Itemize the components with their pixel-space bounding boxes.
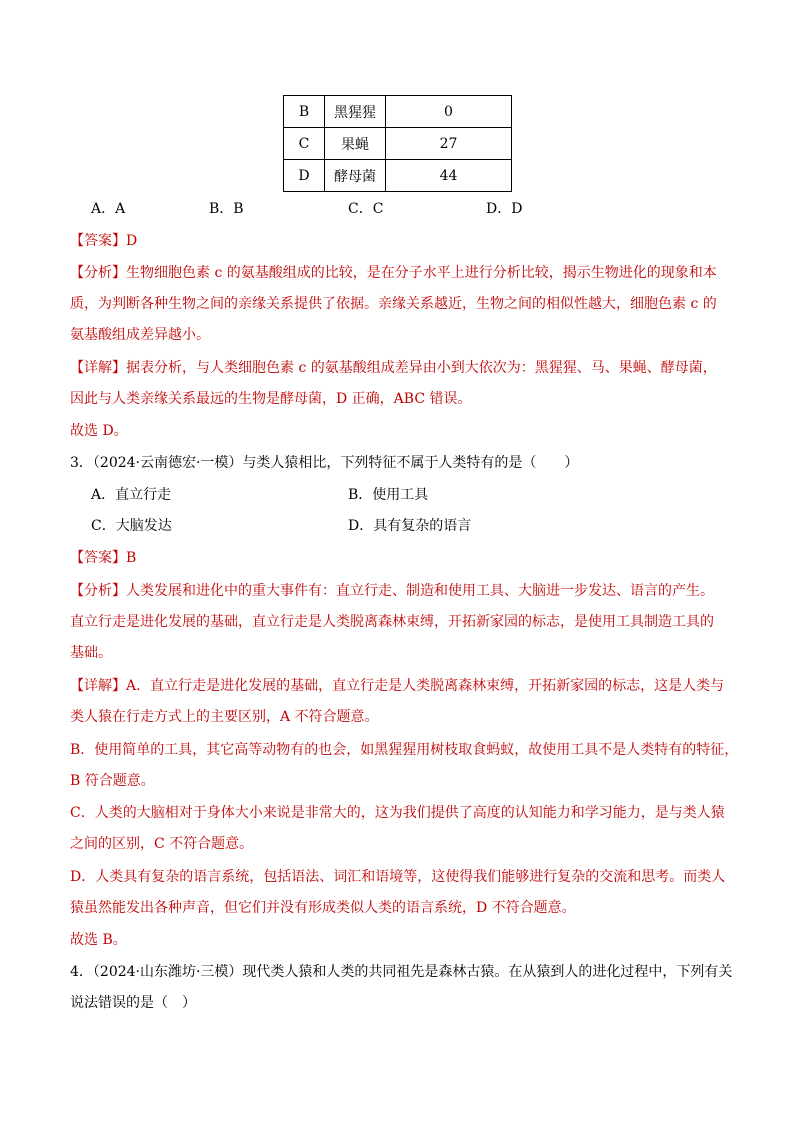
table-row (284, 160, 512, 192)
comparison-table (283, 95, 512, 192)
q3-option-a: A．直立行走 (91, 487, 172, 503)
answer-tag: 【答案】 (70, 550, 126, 566)
q3-detail-line: B．使用简单的工具，其它高等动物有的也会，如黑猩猩用树枝取食蚂蚁，故使用工具不是人类特有的特征， (70, 742, 739, 758)
table-cell-letter: B (284, 96, 325, 128)
answer-value: D (126, 233, 138, 249)
q2-option-b: B．B (209, 201, 244, 217)
q2-answer (70, 231, 724, 251)
detail-text: 据表分析，与人类细胞色素 c 的氨基酸组成差异由小到大依次为：黑猩猩、马、果蝇、酵母菌， (126, 360, 717, 376)
q2-option-c: C．C (348, 201, 384, 217)
q2-detail-line (70, 358, 724, 378)
q4-stem-line: 4．（2024·山东潍坊·三模）现代类人猿和人类的共同祖先是森林古猿。在从猿到人的进化过程中，下列有关 (70, 964, 733, 980)
detail-tag: 【详解】 (70, 360, 126, 376)
table-cell-organism: 酵母菌 (325, 160, 386, 192)
q3-option-c: C．大脑发达 (91, 518, 172, 534)
q3-analysis-line: 直立行走是进化发展的基础，直立行走是人类脱离森林束缚，开拓新家园的标志，是使用工具制造工具的 (70, 614, 714, 630)
q2-analysis-line: 质，为判断各种生物之间的亲缘关系提供了依据。亲缘关系越近，生物之间的相似性越大，细胞色素 c 的 (70, 296, 717, 312)
analysis-tag: 【分析】 (70, 583, 126, 599)
table-row (284, 128, 512, 160)
q3-detail-line: 之间的区别，C 不符合题意。 (70, 836, 254, 852)
q3-detail-line: 类人猿在行走方式上的主要区别，A 不符合题意。 (70, 709, 379, 725)
detail-tag: 【详解】 (70, 678, 126, 694)
q2-analysis-line: 氨基酸组成差异越小。 (70, 327, 210, 343)
table-cell-value: 0 (386, 96, 512, 128)
q3-detail-line: B 符合题意。 (70, 773, 155, 789)
analysis-text: 人类发展和进化中的重大事件有：直立行走、制造和使用工具、大脑进一步发达、语言的产生。 (126, 583, 714, 599)
q3-answer (70, 548, 724, 568)
q2-detail-line: 因此与人类亲缘关系最远的生物是酵母菌，D 正确，ABC 错误。 (70, 391, 472, 407)
q3-analysis-line (70, 581, 724, 601)
q2-analysis-line (70, 263, 724, 283)
analysis-text: 生物细胞色素 c 的氨基酸组成的比较，是在分子水平上进行分析比较，揭示生物进化的现象和本 (126, 265, 717, 281)
table-cell-letter: D (284, 160, 325, 192)
q3-detail-line: C．人类的大脑相对于身体大小来说是非常大的，这为我们提供了高度的认知能力和学习能力，是与类人猿 (70, 805, 725, 821)
table-row (284, 96, 512, 128)
q2-option-a: A．A (91, 201, 126, 217)
table-cell-value: 27 (386, 128, 512, 160)
q3-conclusion: 故选 B。 (70, 932, 127, 948)
q3-detail-line: 猿虽然能发出各种声音，但它们并没有形成类似人类的语言系统，D 不符合题意。 (70, 900, 576, 916)
q4-stem-line: 说法错误的是（ ） (70, 995, 196, 1011)
table-cell-organism: 果蝇 (325, 128, 386, 160)
q3-detail-line (70, 676, 724, 696)
q3-stem: 3．（2024·云南德宏·一模）与类人猿相比，下列特征不属于人类特有的是（ ） (70, 455, 579, 471)
q3-option-b: B．使用工具 (348, 487, 429, 503)
q2-conclusion: 故选 D。 (70, 423, 128, 439)
table-cell-organism: 黑猩猩 (325, 96, 386, 128)
table-cell-letter: C (284, 128, 325, 160)
q3-detail-line: D．人类具有复杂的语言系统，包括语法、词汇和语境等，这使得我们能够进行复杂的交流和思考。而类人 (70, 869, 726, 885)
q2-option-d: D．D (486, 201, 523, 217)
q3-analysis-line: 基础。 (70, 645, 112, 661)
answer-tag: 【答案】 (70, 233, 126, 249)
answer-value: B (126, 550, 137, 566)
table-cell-value: 44 (386, 160, 512, 192)
detail-text: A．直立行走是进化发展的基础，直立行走是人类脱离森林束缚，开拓新家园的标志，这是人类与 (126, 678, 725, 694)
analysis-tag: 【分析】 (70, 265, 126, 281)
q3-option-d: D．具有复杂的语言 (348, 518, 472, 534)
